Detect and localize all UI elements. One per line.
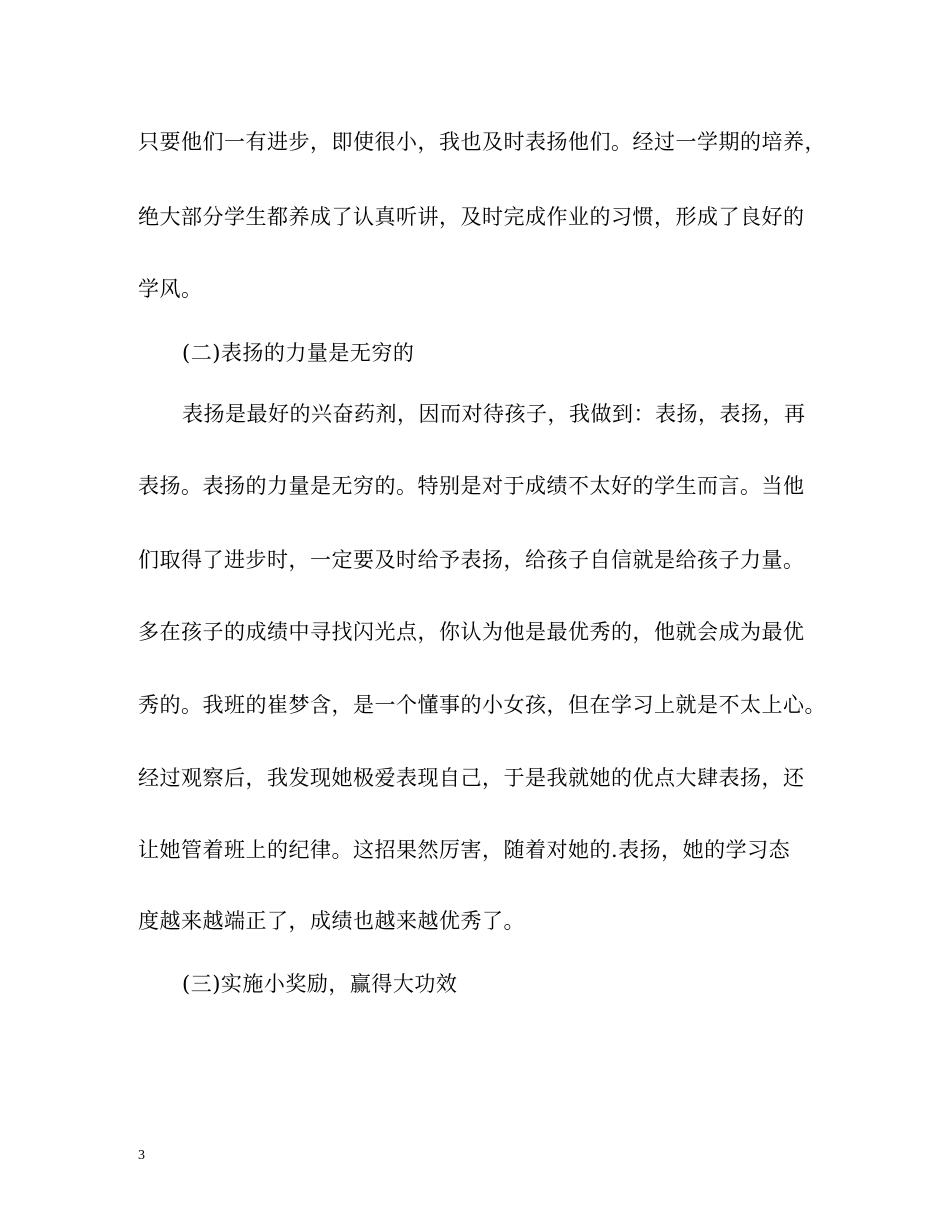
- paragraph-line: 让她管着班上的纪律。这招果然厉害，随着对她的.表扬，她的学习态: [138, 838, 791, 862]
- paragraph-line: 秀的。我班的崔梦含，是一个懂事的小女孩，但在学习上就是不太上心。: [138, 693, 826, 717]
- paragraph-line: 经过观察后，我发现她极爱表现自己，于是我就她的优点大肆表扬，还: [138, 766, 805, 790]
- paragraph-line: 绝大部分学生都养成了认真听讲，及时完成作业的习惯，形成了良好的: [138, 205, 805, 229]
- section-heading: (二)表扬的力量是无穷的: [182, 341, 415, 365]
- paragraph-line: 们取得了进步时，一定要及时给予表扬，给孩子自信就是给孩子力量。: [138, 548, 805, 572]
- paragraph-line: 多在孩子的成绩中寻找闪光点，你认为他是最优秀的，他就会成为最优: [138, 620, 805, 644]
- paragraph-line: 表扬是最好的兴奋药剂，因而对待孩子，我做到：表扬，表扬，再: [182, 402, 806, 426]
- section-heading: (三)实施小奖励，赢得大功效: [182, 972, 458, 996]
- paragraph-line: 度越来越端正了，成绩也越来越优秀了。: [138, 909, 525, 933]
- page-number: 3: [138, 1148, 145, 1163]
- paragraph-line: 只要他们一有进步，即使很小，我也及时表扬他们。经过一学期的培养，: [138, 130, 826, 154]
- paragraph-line: 学风。: [138, 277, 203, 301]
- paragraph-line: 表扬。表扬的力量是无穷的。特别是对于成绩不太好的学生而言。当他: [138, 474, 805, 498]
